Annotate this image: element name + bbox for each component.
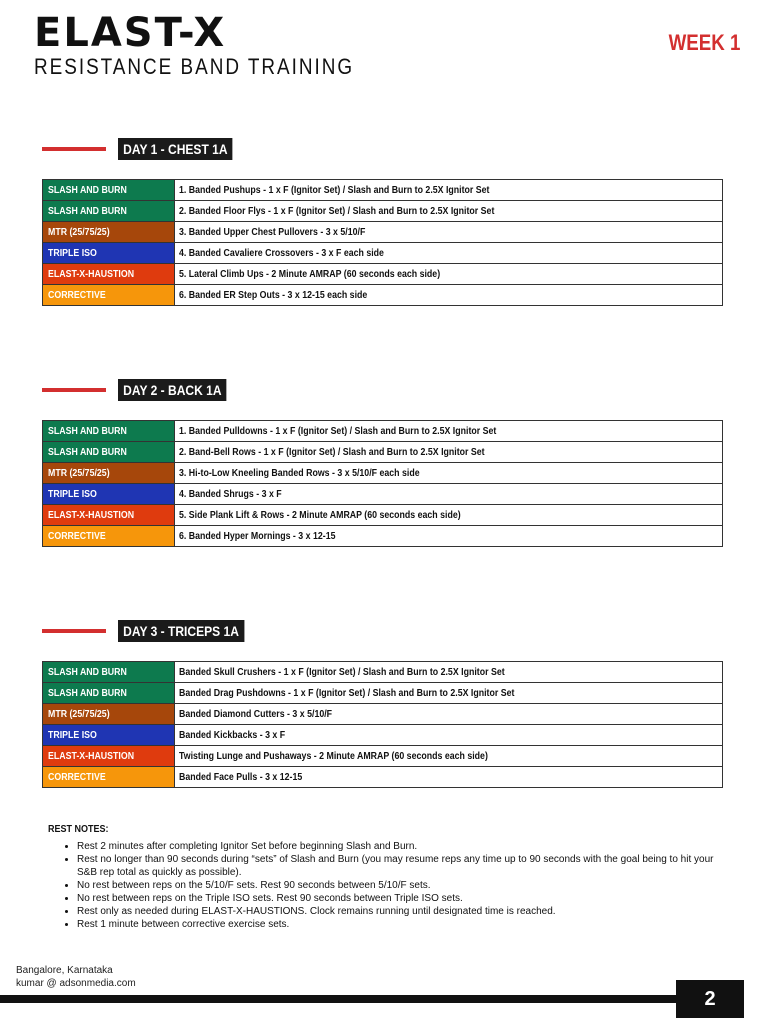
- exercise-cell: [175, 264, 723, 285]
- rest-notes: [48, 823, 728, 931]
- exercise-cell: [175, 421, 723, 442]
- category-label: MTR (25/75/25): [48, 708, 110, 720]
- exercise-cell: [175, 746, 723, 767]
- rest-note-item: • Rest 2 minutes after completing Ignitor Set before beginning Slash and Burn.: [77, 840, 728, 853]
- logo-title: ELAST-X: [34, 10, 227, 56]
- category-label: CORRECTIVE: [48, 289, 106, 301]
- category-label: ELAST-X-HAUSTION: [48, 509, 135, 521]
- category-label: CORRECTIVE: [48, 771, 106, 783]
- table-row: [43, 767, 723, 788]
- table-row: [43, 285, 723, 306]
- rest-note-item: • Rest no longer than 90 seconds during “sets” of Slash and Burn (you may resume reps any time up to 90 seconds with the goal being to hit your S&B rep total as quickly as possible).: [77, 853, 728, 879]
- exercise-cell: [175, 285, 723, 306]
- table-row: [43, 442, 723, 463]
- category-cell: [43, 285, 175, 306]
- exercise-cell: [175, 662, 723, 683]
- table-row: [43, 484, 723, 505]
- exercise-text: Banded Kickbacks - 3 x F: [179, 729, 286, 741]
- table-row: [43, 264, 723, 285]
- exercise-text: 4. Banded Shrugs - 3 x F: [179, 488, 282, 500]
- day-title: DAY 3 - TRICEPS 1A: [118, 620, 244, 642]
- table-row: [43, 201, 723, 222]
- day-header: [42, 620, 724, 642]
- exercise-cell: [175, 180, 723, 201]
- day-title: DAY 1 - CHEST 1A: [118, 138, 233, 160]
- table-row: [43, 725, 723, 746]
- exercise-text: Banded Drag Pushdowns - 1 x F (Ignitor Set) / Slash and Burn to 2.5X Ignitor Set: [179, 687, 515, 699]
- table-row: [43, 662, 723, 683]
- category-cell: [43, 505, 175, 526]
- category-label: TRIPLE ISO: [48, 729, 97, 741]
- table-row: [43, 526, 723, 547]
- exercise-text: 2. Banded Floor Flys - 1 x F (Ignitor Set) / Slash and Burn to 2.5X Ignitor Set: [179, 205, 495, 217]
- category-label: ELAST-X-HAUSTION: [48, 268, 135, 280]
- exercise-cell: [175, 767, 723, 788]
- category-cell: [43, 264, 175, 285]
- exercise-cell: [175, 704, 723, 725]
- day-header: [42, 138, 724, 160]
- red-accent-bar: [42, 388, 106, 392]
- table-row: [43, 505, 723, 526]
- footer-email: kumar @ adsonmedia.com: [16, 978, 136, 989]
- table-row: [43, 463, 723, 484]
- exercise-cell: [175, 725, 723, 746]
- day-section: [42, 138, 724, 301]
- rest-note-item: • Rest 1 minute between corrective exercise sets.: [77, 918, 728, 931]
- exercise-cell: [175, 683, 723, 704]
- category-cell: [43, 746, 175, 767]
- category-label: SLASH AND BURN: [48, 205, 127, 217]
- table-row: [43, 243, 723, 264]
- exercise-cell: [175, 484, 723, 505]
- exercise-cell: [175, 463, 723, 484]
- category-cell: [43, 201, 175, 222]
- category-cell: [43, 484, 175, 505]
- exercise-table: [42, 420, 723, 547]
- page-number: 2: [676, 980, 744, 1018]
- footer: [16, 964, 136, 990]
- category-label: SLASH AND BURN: [48, 666, 127, 678]
- day-header: [42, 379, 724, 401]
- rest-note-item: • No rest between reps on the Triple ISO sets. Rest 90 seconds between Triple ISO sets.: [77, 892, 728, 905]
- category-label: TRIPLE ISO: [48, 488, 97, 500]
- rest-note-item: • Rest only as needed during ELAST-X-HAUSTIONS. Clock remains running until designated time is reached.: [77, 905, 728, 918]
- exercise-text: 3. Banded Upper Chest Pullovers - 3 x 5/10/F: [179, 226, 366, 238]
- category-label: ELAST-X-HAUSTION: [48, 750, 135, 762]
- category-cell: [43, 662, 175, 683]
- rest-notes-list: [48, 840, 728, 931]
- category-label: SLASH AND BURN: [48, 184, 127, 196]
- exercise-cell: [175, 505, 723, 526]
- footer-location: Bangalore, Karnataka: [16, 965, 113, 976]
- category-label: TRIPLE ISO: [48, 247, 97, 259]
- category-label: SLASH AND BURN: [48, 446, 127, 458]
- brand-logo: [34, 10, 355, 82]
- category-label: SLASH AND BURN: [48, 687, 127, 699]
- category-cell: [43, 767, 175, 788]
- table-row: [43, 746, 723, 767]
- bottom-bar: [0, 995, 700, 1003]
- exercise-text: 1. Banded Pushups - 1 x F (Ignitor Set) / Slash and Burn to 2.5X Ignitor Set: [179, 184, 490, 196]
- exercise-text: 4. Banded Cavaliere Crossovers - 3 x F each side: [179, 247, 384, 259]
- week-label: WEEK 1: [668, 30, 740, 55]
- exercise-cell: [175, 243, 723, 264]
- exercise-table: [42, 661, 723, 788]
- exercise-text: Banded Face Pulls - 3 x 12-15: [179, 771, 303, 783]
- exercise-cell: [175, 442, 723, 463]
- rest-notes-title: REST NOTES:: [48, 824, 109, 835]
- category-cell: [43, 421, 175, 442]
- table-row: [43, 180, 723, 201]
- category-cell: [43, 526, 175, 547]
- exercise-text: Twisting Lunge and Pushaways - 2 Minute AMRAP (60 seconds each side): [179, 750, 488, 762]
- exercise-text: 5. Side Plank Lift & Rows - 2 Minute AMRAP (60 seconds each side): [179, 509, 461, 521]
- day-section: [42, 379, 724, 542]
- rest-note-item: • No rest between reps on the 5/10/F sets. Rest 90 seconds between 5/10/F sets.: [77, 879, 728, 892]
- red-accent-bar: [42, 629, 106, 633]
- exercise-text: Banded Diamond Cutters - 3 x 5/10/F: [179, 708, 333, 720]
- category-label: MTR (25/75/25): [48, 226, 110, 238]
- category-label: SLASH AND BURN: [48, 425, 127, 437]
- category-cell: [43, 180, 175, 201]
- exercise-cell: [175, 526, 723, 547]
- exercise-table: [42, 179, 723, 306]
- category-cell: [43, 463, 175, 484]
- day-section: [42, 620, 724, 783]
- table-row: [43, 704, 723, 725]
- category-cell: [43, 704, 175, 725]
- exercise-cell: [175, 222, 723, 243]
- table-row: [43, 421, 723, 442]
- exercise-text: 1. Banded Pulldowns - 1 x F (Ignitor Set) / Slash and Burn to 2.5X Ignitor Set: [179, 425, 497, 437]
- exercise-text: 6. Banded ER Step Outs - 3 x 12-15 each side: [179, 289, 368, 301]
- category-cell: [43, 222, 175, 243]
- category-cell: [43, 442, 175, 463]
- category-label: CORRECTIVE: [48, 530, 106, 542]
- logo-subtitle: RESISTANCE BAND TRAINING: [34, 54, 355, 79]
- category-cell: [43, 725, 175, 746]
- day-title: DAY 2 - BACK 1A: [118, 379, 227, 401]
- category-cell: [43, 683, 175, 704]
- table-row: [43, 683, 723, 704]
- exercise-text: Banded Skull Crushers - 1 x F (Ignitor Set) / Slash and Burn to 2.5X Ignitor Set: [179, 666, 505, 678]
- category-cell: [43, 243, 175, 264]
- red-accent-bar: [42, 147, 106, 151]
- exercise-text: 6. Banded Hyper Mornings - 3 x 12-15: [179, 530, 336, 542]
- exercise-text: 2. Band-Bell Rows - 1 x F (Ignitor Set) / Slash and Burn to 2.5X Ignitor Set: [179, 446, 485, 458]
- exercise-text: 5. Lateral Climb Ups - 2 Minute AMRAP (60 seconds each side): [179, 268, 441, 280]
- exercise-text: 3. Hi-to-Low Kneeling Banded Rows - 3 x 5/10/F each side: [179, 467, 420, 479]
- exercise-cell: [175, 201, 723, 222]
- table-row: [43, 222, 723, 243]
- category-label: MTR (25/75/25): [48, 467, 110, 479]
